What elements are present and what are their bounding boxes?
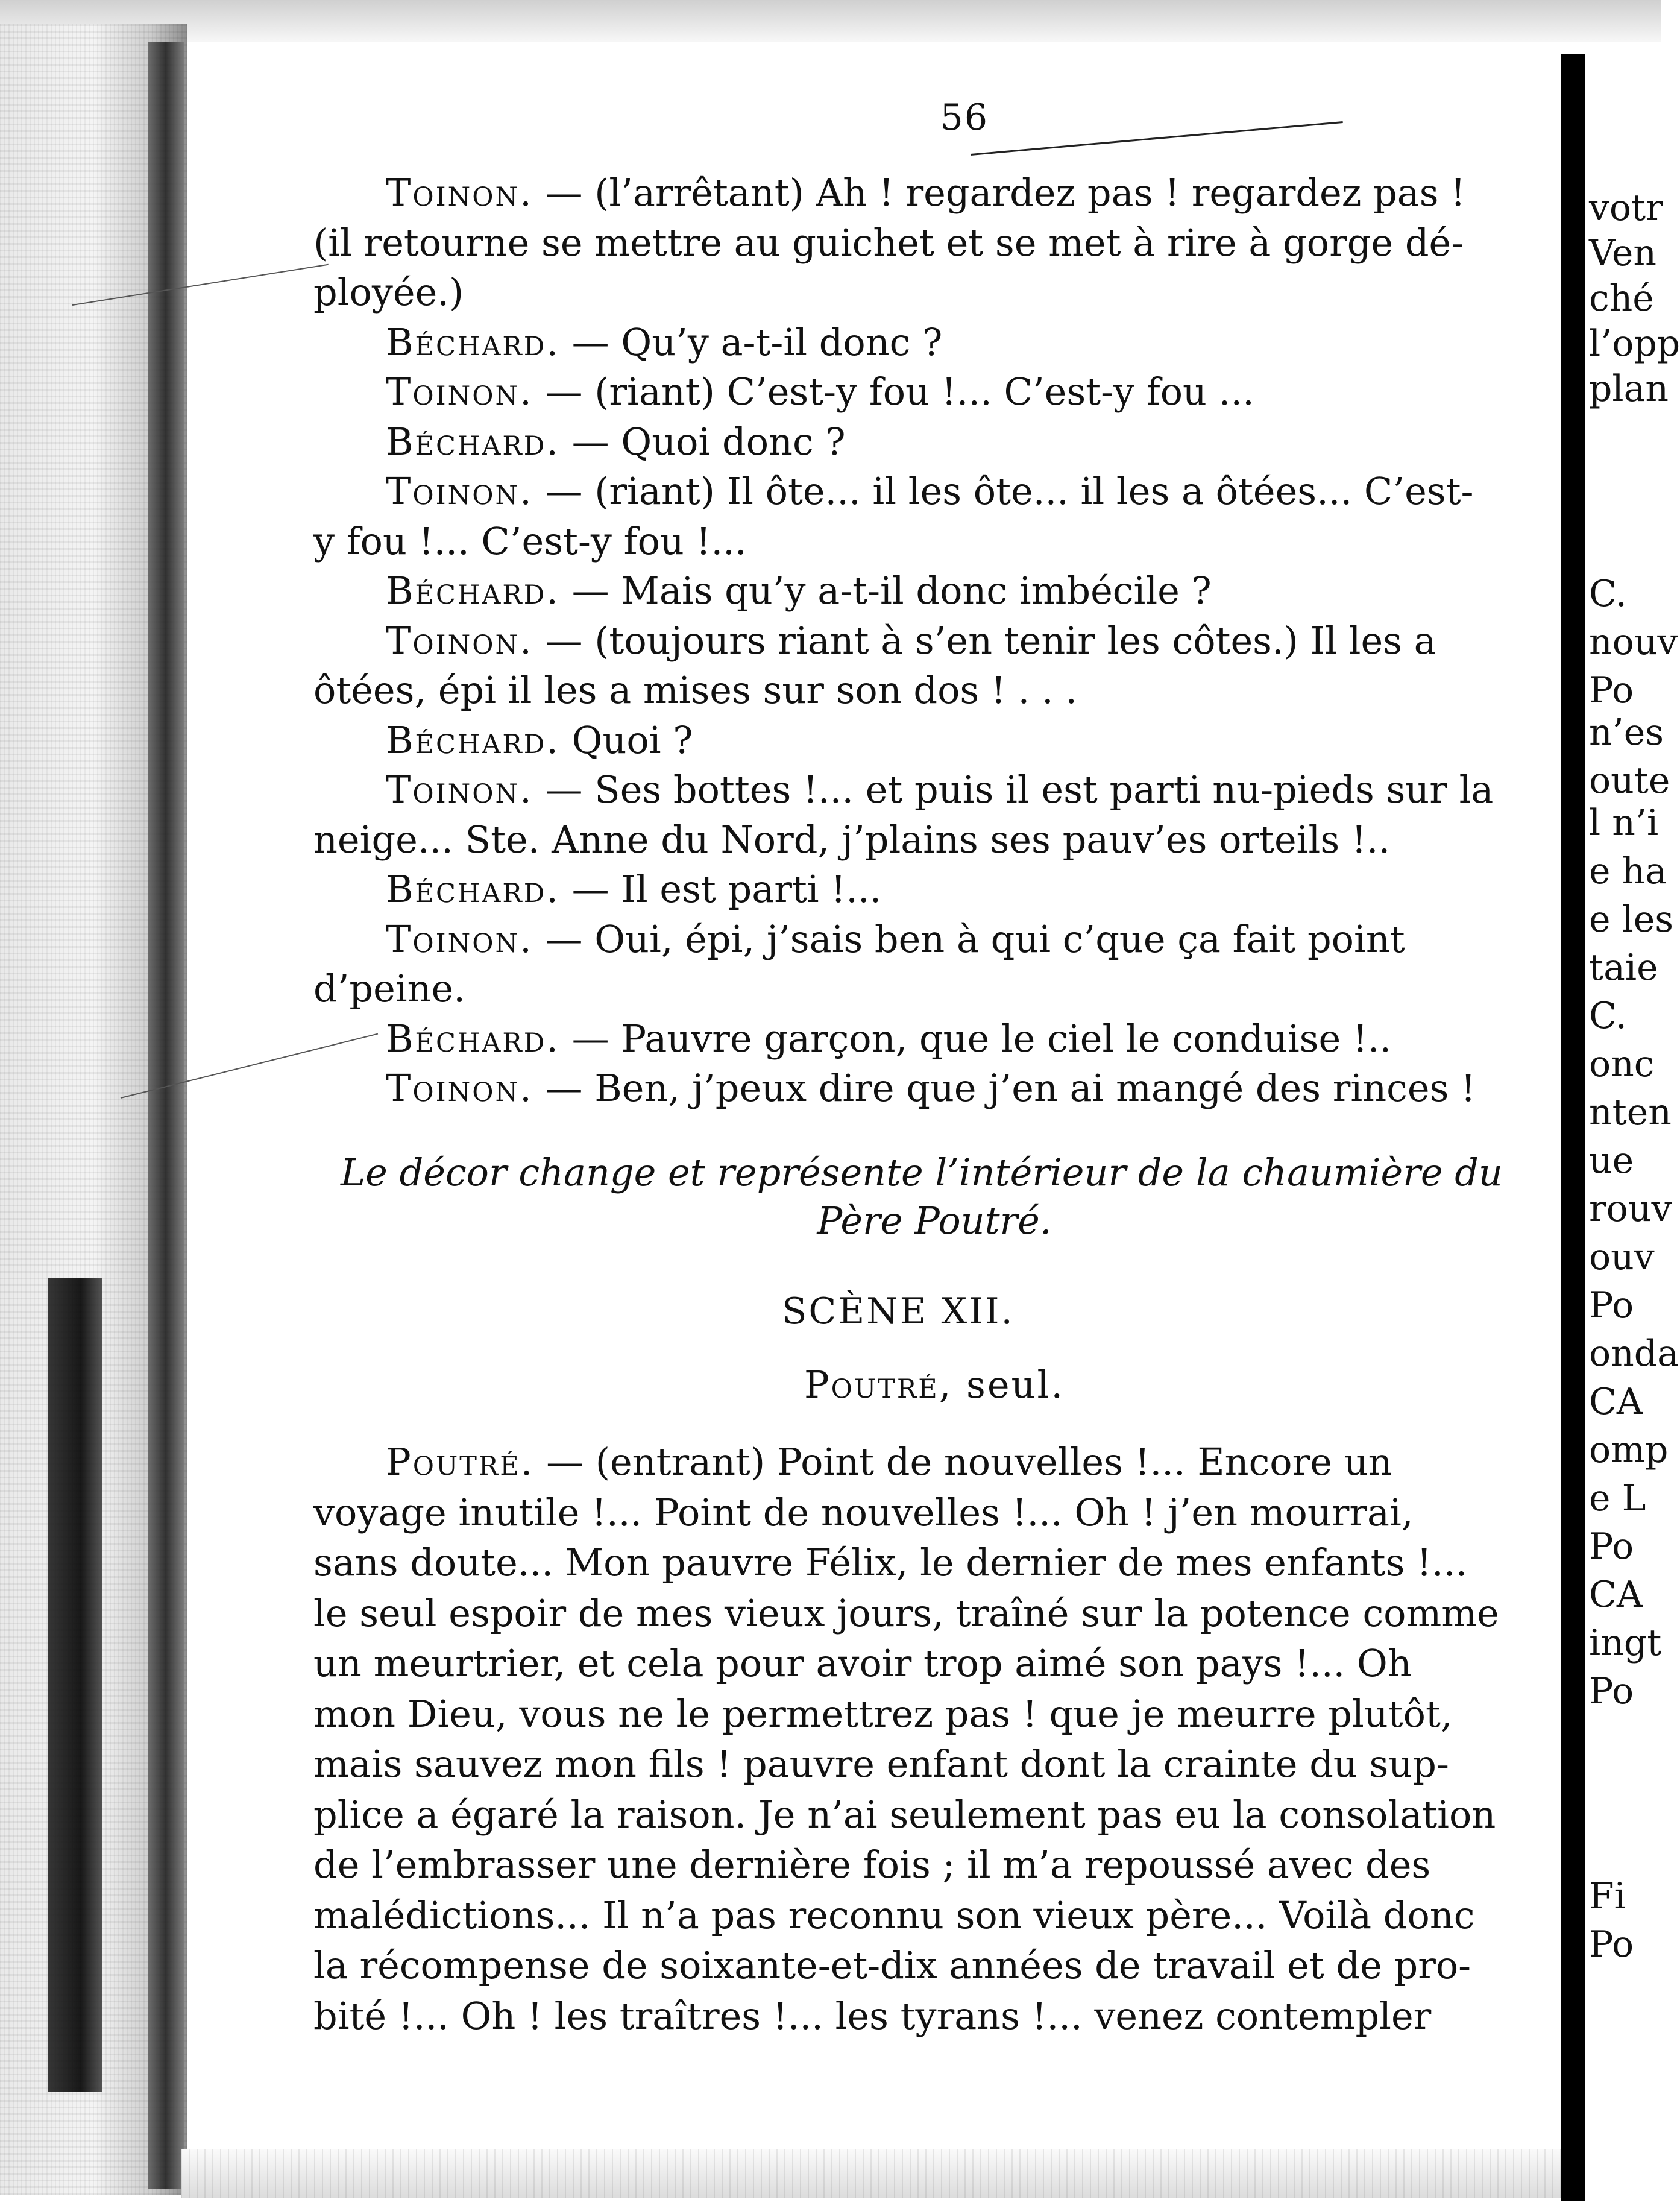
monologue-line bbox=[313, 1941, 1555, 1990]
line-text: — (toujours riant à s’en tenir les côtes.) Il les a bbox=[533, 618, 1436, 663]
dialogue-line bbox=[313, 368, 1628, 416]
scene-cast-name: Poutré, bbox=[804, 1363, 953, 1407]
line-text: — Quoi donc ? bbox=[559, 419, 846, 464]
scene-title: SCÈNE XII. bbox=[782, 1290, 1015, 1333]
line-text: — (l’arrêtant) Ah ! regardez pas ! regardez pas ! bbox=[533, 171, 1466, 215]
scene-cast bbox=[313, 1363, 1555, 1407]
line-text: — Mais qu’y a-t-il donc imbécile ? bbox=[559, 569, 1212, 613]
monologue-line bbox=[313, 1992, 1555, 2040]
adjacent-page-fragment: Fi bbox=[1589, 1875, 1626, 1917]
page-content bbox=[313, 90, 1555, 2140]
speaker-name: Toinon. bbox=[386, 916, 533, 961]
speaker-name: Toinon. bbox=[386, 1066, 533, 1110]
monologue-line bbox=[313, 1791, 1555, 1839]
scan-top-edge bbox=[0, 0, 1661, 42]
speaker-name: Béchard. bbox=[386, 867, 560, 911]
adjacent-page-fragment: nouv bbox=[1589, 621, 1678, 663]
line-text: Quoi ? bbox=[559, 718, 693, 762]
line-text: — (riant) C’est-y fou !... C’est-y fou ... bbox=[533, 370, 1254, 414]
adjacent-page-fragment: l’opp bbox=[1589, 323, 1680, 365]
line-text: ployée.) bbox=[313, 270, 464, 314]
dialogue-line bbox=[313, 169, 1628, 217]
speaker-name: Toinon. bbox=[386, 469, 533, 513]
line-text: le seul espoir de mes vieux jours, traîné sur la potence comme bbox=[313, 1591, 1499, 1635]
adjacent-page-fragment: ue bbox=[1589, 1140, 1634, 1182]
adjacent-page-fragment: Po bbox=[1589, 1525, 1634, 1568]
adjacent-page-fragment: ché bbox=[1589, 277, 1654, 320]
adjacent-page-fragment: Po bbox=[1589, 1670, 1634, 1712]
monologue-line bbox=[313, 1841, 1555, 1889]
line-text: — Pauvre garçon, que le ciel le conduise !.. bbox=[559, 1016, 1392, 1061]
adjacent-page-fragment: Po bbox=[1589, 669, 1634, 711]
monologue-line bbox=[313, 1589, 1555, 1638]
line-text: mais sauvez mon fils ! pauvre enfant dont la crainte du sup- bbox=[313, 1742, 1449, 1786]
speaker-name: Toinon. bbox=[386, 768, 533, 812]
line-text: un meurtrier, et cela pour avoir trop aimé son pays !... Oh bbox=[313, 1641, 1412, 1685]
line-text: bité !... Oh ! les traîtres !... les tyrans !... venez contempler bbox=[313, 1993, 1432, 2038]
monologue-line bbox=[313, 1690, 1555, 1738]
adjacent-page-fragment: Po bbox=[1589, 1923, 1634, 1966]
page-number: 56 bbox=[940, 96, 989, 139]
dialogue-line bbox=[313, 318, 1628, 367]
monologue-line bbox=[313, 1740, 1555, 1788]
dialogue-line bbox=[313, 517, 1555, 566]
speaker-name: Béchard. bbox=[386, 718, 560, 762]
adjacent-page-fragment: C. bbox=[1589, 573, 1627, 615]
line-text: — (riant) Il ôte... il les ôte... il les a ôtées... C’est- bbox=[533, 469, 1474, 513]
adjacent-page-fragment: Po bbox=[1589, 1284, 1634, 1326]
speaker-name: Béchard. bbox=[386, 569, 560, 613]
dialogue-line bbox=[313, 268, 1555, 317]
speaker-name: Toinon. bbox=[386, 618, 533, 663]
line-text: d’peine. bbox=[313, 967, 465, 1011]
line-text: plice a égaré la raison. Je n’ai seulement pas eu la consolation bbox=[313, 1792, 1496, 1837]
dialogue-line bbox=[313, 716, 1628, 765]
speaker-name: Toinon. bbox=[386, 171, 533, 215]
dialogue-line bbox=[313, 915, 1628, 964]
line-text: y fou !... C’est-y fou !... bbox=[313, 519, 747, 563]
adjacent-page-fragment: oute bbox=[1589, 760, 1670, 802]
line-text: — Ses bottes !... et puis il est parti nu-pieds sur la bbox=[533, 768, 1494, 812]
adjacent-page-fragment: C. bbox=[1589, 995, 1627, 1037]
dialogue-line bbox=[313, 865, 1628, 913]
line-text: — (entrant) Point de nouvelles !... Encore un bbox=[534, 1440, 1392, 1484]
adjacent-page-fragment: taie bbox=[1589, 947, 1658, 989]
line-text: (il retourne se mettre au guichet et se met à rire à gorge dé- bbox=[313, 220, 1464, 265]
adjacent-page-fragment: onda bbox=[1589, 1333, 1679, 1375]
adjacent-page-fragment: plan bbox=[1589, 368, 1669, 410]
dialogue-line bbox=[313, 418, 1628, 466]
adjacent-page-fragment: e les bbox=[1589, 898, 1674, 941]
dialogue-line bbox=[313, 1015, 1628, 1063]
speaker-name: Poutré. bbox=[386, 1440, 535, 1484]
line-text: — Qu’y a-t-il donc ? bbox=[559, 320, 943, 364]
adjacent-page-fragment: CA bbox=[1589, 1574, 1643, 1616]
stage-direction-line-2: Père Poutré. bbox=[817, 1199, 1052, 1243]
monologue-line bbox=[313, 1639, 1555, 1688]
scene-cast-rest: seul. bbox=[952, 1363, 1065, 1407]
adjacent-page-fragment: e ha bbox=[1589, 850, 1667, 892]
speaker-name: Béchard. bbox=[386, 419, 560, 464]
line-text: — Ben, j’peux dire que j’en ai mangé des rinces ! bbox=[533, 1066, 1476, 1110]
dialogue-line bbox=[313, 666, 1555, 714]
line-text: — Oui, épi, j’sais ben à qui c’que ça fait point bbox=[533, 916, 1405, 961]
line-text: ôtées, épi il les a mises sur son dos ! . . . bbox=[313, 668, 1078, 712]
adjacent-page-fragment: nten bbox=[1589, 1091, 1672, 1134]
monologue-line bbox=[313, 1438, 1628, 1486]
binding-dark-strip bbox=[48, 1278, 102, 2092]
dialogue-line bbox=[313, 766, 1628, 814]
adjacent-page-fragment: n’es bbox=[1589, 711, 1664, 754]
speaker-name: Béchard. bbox=[386, 320, 560, 364]
line-text: mon Dieu, vous ne le permettrez pas ! que je meurre plutôt, bbox=[313, 1691, 1453, 1736]
adjacent-page-fragment: votr bbox=[1589, 187, 1663, 229]
line-text: la récompense de soixante-et-dix années de travail et de pro- bbox=[313, 1943, 1471, 1987]
page-bottom-edge bbox=[181, 2149, 1567, 2198]
stage-direction-line-1: Le décor change et représente l’intérieur de la chaumière du bbox=[341, 1150, 1503, 1194]
line-text: voyage inutile !... Point de nouvelles !... Oh ! j’en mourrai, bbox=[313, 1490, 1414, 1534]
dialogue-line bbox=[313, 617, 1628, 665]
line-text: malédictions... Il n’a pas reconnu son vieux père... Voilà donc bbox=[313, 1893, 1475, 1937]
adjacent-page-fragment: CA bbox=[1589, 1381, 1643, 1423]
line-text: sans doute... Mon pauvre Félix, le dernier de mes enfants !... bbox=[313, 1541, 1468, 1585]
book-spine-shadow bbox=[148, 42, 184, 2189]
dialogue-line bbox=[313, 965, 1555, 1013]
adjacent-page-fragment: rouv bbox=[1589, 1188, 1672, 1230]
dialogue-line bbox=[313, 1064, 1628, 1112]
monologue-line bbox=[313, 1891, 1555, 1940]
adjacent-page-fragment: l n’i bbox=[1589, 802, 1659, 844]
line-text: — Il est parti !... bbox=[559, 867, 882, 911]
adjacent-page-fragment: ingt bbox=[1589, 1622, 1662, 1664]
monologue-line bbox=[313, 1489, 1555, 1537]
adjacent-page-fragment: e L bbox=[1589, 1477, 1646, 1519]
speaker-name: Béchard. bbox=[386, 1016, 560, 1061]
monologue-line bbox=[313, 1539, 1555, 1587]
dialogue-line bbox=[313, 816, 1555, 864]
dialogue-line bbox=[313, 467, 1628, 516]
adjacent-page-fragment: onc bbox=[1589, 1043, 1655, 1085]
adjacent-page-fragment: ouv bbox=[1589, 1236, 1655, 1278]
dialogue-line bbox=[313, 567, 1628, 615]
adjacent-page-fragment: Ven bbox=[1589, 232, 1656, 274]
line-text: neige... Ste. Anne du Nord, j’plains ses pauv’es orteils !.. bbox=[313, 817, 1391, 862]
speaker-name: Toinon. bbox=[386, 370, 533, 414]
dialogue-line bbox=[313, 219, 1555, 267]
adjacent-page-fragment: omp bbox=[1589, 1429, 1669, 1471]
line-text: de l’embrasser une dernière fois ; il m’a repoussé avec des bbox=[313, 1843, 1431, 1887]
